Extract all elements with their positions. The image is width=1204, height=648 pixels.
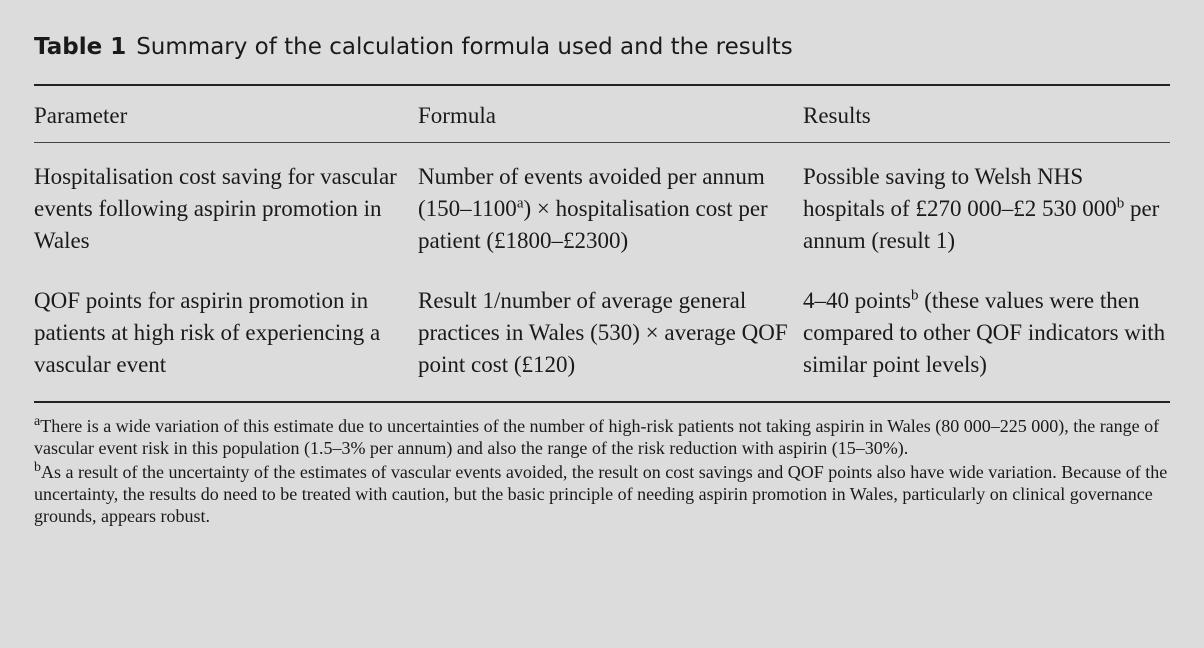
header-parameter: Parameter: [34, 103, 128, 128]
row1-results: [803, 143, 1170, 272]
footnote-a-text: There is a wide variation of this estimate due to uncertainties of the number of high-risk patients not taking aspirin in Wales (80 000–225 000), the range of vascular event risk in this population (1.5–3% per annum) and also the range of the risk reduction with aspirin (15–30%).: [34, 416, 1160, 458]
table-header-row: [34, 85, 1170, 143]
row2-results-post: (these values were then compared to other QOF indicators with similar point levels): [803, 288, 1166, 377]
row1-formula: [418, 143, 803, 272]
table-row: [34, 271, 1170, 402]
footnote-mark-b: b: [910, 287, 919, 304]
row2-formula: Result 1/number of average general practices in Wales (530) × average QOF point cost (£120): [418, 288, 788, 377]
table-row: [34, 143, 1170, 272]
header-formula: Formula: [418, 103, 496, 128]
summary-table: [34, 84, 1170, 403]
footnote-b-text: As a result of the uncertainty of the estimates of vascular events avoided, the result on cost savings and QOF points also have wide variation. Because of the uncertainty, the results do need to be treated with caution, but the basic principle of needing aspirin promotion in Wales, particularly on clinical governance grounds, appears robust.: [34, 462, 1168, 526]
table-label: Table 1: [34, 34, 127, 60]
footnote-b-mark: b: [34, 460, 41, 475]
table-title: Summary of the calculation formula used and the results: [136, 34, 793, 60]
footnote-mark-a: a: [516, 195, 524, 212]
row1-parameter: Hospitalisation cost saving for vascular events following aspirin promotion in Wales: [34, 164, 397, 253]
table-caption: [34, 32, 1170, 62]
footnote-a: [34, 415, 1170, 459]
footnote-b: [34, 461, 1170, 527]
row2-results: [803, 271, 1170, 402]
header-results: Results: [803, 103, 871, 128]
table-footnotes: [34, 415, 1170, 527]
row1-results-pre: Possible saving to Welsh NHS hospitals of £270 000–£2 530 000: [803, 164, 1117, 221]
row2-results-pre: 4–40 points: [803, 288, 911, 313]
footnote-mark-b: b: [1116, 195, 1125, 212]
row2-parameter: QOF points for aspirin promotion in patients at high risk of experiencing a vascular event: [34, 288, 381, 377]
row1-formula-post: ) × hospitalisation cost per patient (£1800–£2300): [418, 196, 768, 253]
row1-results-post: per annum (result 1): [803, 196, 1160, 253]
row1-formula-pre: Number of events avoided per annum (150–1100: [418, 164, 765, 221]
footnote-a-mark: a: [34, 414, 41, 429]
